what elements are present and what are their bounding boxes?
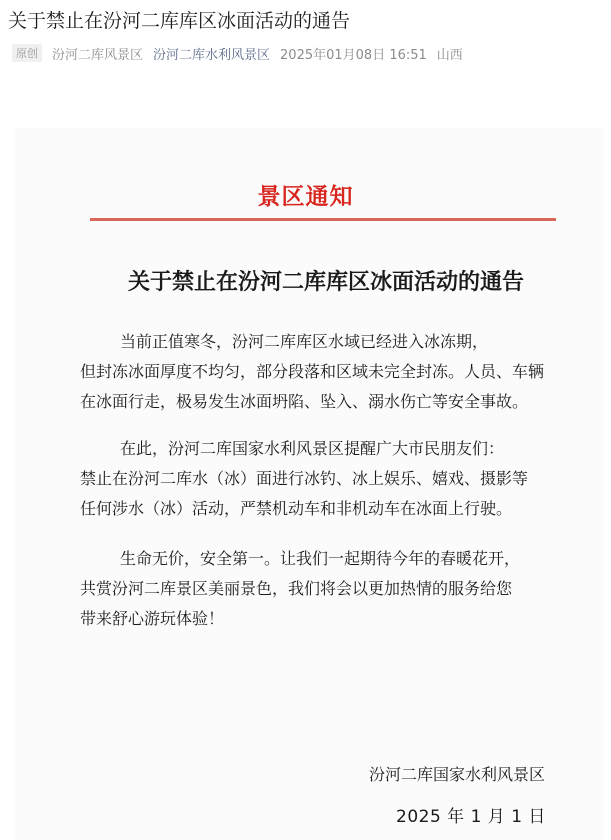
paragraph-line: 但封冻冰面厚度不均匀，部分段落和区域未完全封冻。人员、车辆 [80,362,545,381]
notice-title: 关于禁止在汾河二库库区冰面活动的通告 [127,270,524,295]
paragraph-line: 在此，汾河二库国家水利风景区提醒广大市民朋友们： [120,439,505,458]
paragraph-line: 禁止在汾河二库水（冰）面进行冰钓、冰上娱乐、嬉戏、摄影等 [80,469,529,488]
notice-paragraph-3 [80,544,600,634]
header-divider [90,218,556,221]
original-badge: 原创 [12,44,42,62]
publish-datetime: 2025年01月08日 16:51 [280,47,427,63]
article-title: 关于禁止在汾河二库库区冰面活动的通告 [8,10,351,32]
notice-paragraph-2 [80,434,600,524]
paragraph-line: 当前正值寒冬，汾河二库库区水域已经进入冰冻期， [120,332,489,351]
account-link[interactable]: 汾河二库水利风景区 [153,47,271,63]
paragraph-line: 在冰面行走，极易发生冰面坍陷、坠入、溺水伤亡等安全事故。 [80,392,529,411]
signature-date: 2025 年 1 月 1 日 [396,807,546,827]
publish-location: 山西 [436,47,463,63]
signature-organization: 汾河二库国家水利风景区 [369,765,546,784]
author-name: 汾河二库风景区 [52,47,144,63]
notice-header: 景区通知 [257,184,354,210]
notice-paragraph-1 [80,327,600,417]
paragraph-line: 生命无价，安全第一。让我们一起期待今年的春暖花开， [120,549,521,568]
paragraph-line: 共赏汾河二库景区美丽景色，我们将会以更加热情的服务给您 [80,579,513,598]
article-meta [12,44,463,62]
paragraph-line: 带来舒心游玩体验！ [80,609,225,628]
paragraph-line: 任何涉水（冰）活动，严禁机动车和非机动车在冰面上行驶。 [80,499,513,518]
